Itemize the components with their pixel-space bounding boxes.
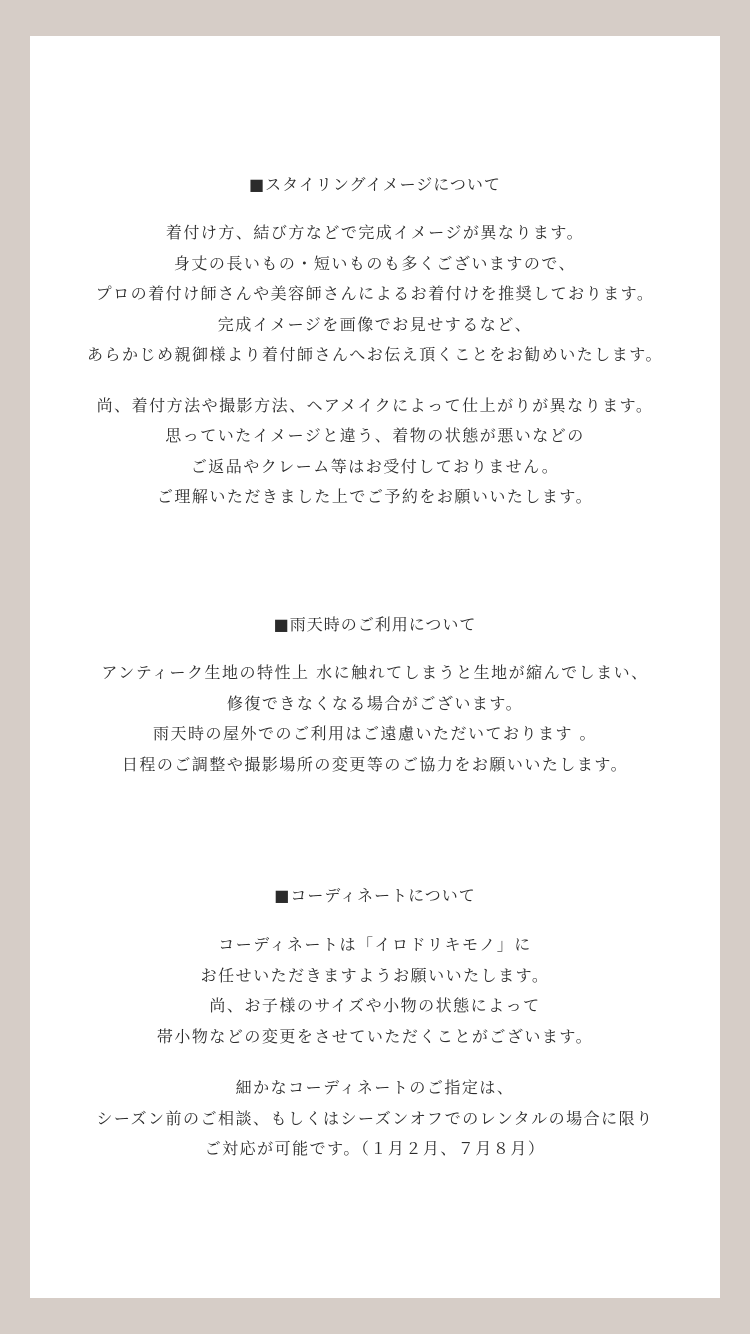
- text-line: あらかじめ親御様より着付師さんへお伝え頂くことをお勧めいたします。: [87, 345, 663, 364]
- text-line: 着付け方、結び方などで完成イメージが異なります。: [165, 223, 585, 242]
- text-line: 尚、着付方法や撮影方法、ヘアメイクによって仕上がりが異なります。: [96, 395, 654, 415]
- text-line: アンティーク生地の特性上 水に触れてしまうと生地が縮んでしまい、: [101, 663, 649, 682]
- section-rainy-day: [30, 614, 720, 780]
- text-line: 身丈の長いもの・短いものも多くございますので、: [173, 253, 577, 273]
- text-line: 雨天時の屋外でのご利用はご遠慮いただいております 。: [152, 724, 598, 743]
- text-line: プロの着付け師さんや美容師さんによるお着付けを推奨しております。: [95, 284, 655, 303]
- paragraph: [30, 391, 720, 513]
- section-styling-image: [30, 174, 720, 513]
- text-line: ご理解いただきました上でご予約をお願いいたします。: [156, 487, 594, 506]
- text-line: 思っていたイメージと違う、着物の状態が悪いなどの: [165, 426, 585, 445]
- text-line: 細かなコーディネートのご指定は、: [235, 1078, 515, 1097]
- paragraph: [30, 658, 720, 780]
- text-line: 尚、お子様のサイズや小物の状態によって: [209, 996, 541, 1015]
- text-line: お任せいただきますようお願いいたします。: [200, 965, 550, 985]
- section-heading: ■コーディネートについて: [274, 886, 476, 905]
- text-line: 帯小物などの変更をさせていただくことがございます。: [156, 1026, 594, 1046]
- content-card: [30, 36, 720, 1298]
- text-line: ご返品やクレーム等はお受付しておりません。: [190, 456, 560, 476]
- text-line: シーズン前のご相談、もしくはシーズンオフでのレンタルの場合に限り: [96, 1108, 654, 1128]
- text-line: 完成イメージを画像でお見せするなど、: [217, 314, 533, 334]
- paragraph: [30, 930, 720, 1052]
- section-coordinate: [30, 885, 720, 1165]
- text-line: 日程のご調整や撮影場所の変更等のご協力をお願いいたします。: [121, 754, 629, 774]
- section-heading: ■スタイリングイメージについて: [249, 175, 501, 194]
- text-line: 修復できなくなる場合がございます。: [226, 693, 524, 713]
- paragraph: [30, 1073, 720, 1165]
- paragraph: [30, 218, 720, 371]
- section-heading: ■雨天時のご利用について: [273, 615, 477, 634]
- text-line: コーディネートは「イロドリキモノ」に: [218, 935, 532, 954]
- text-line: ご対応が可能です。（１月２月、７月８月）: [204, 1139, 546, 1158]
